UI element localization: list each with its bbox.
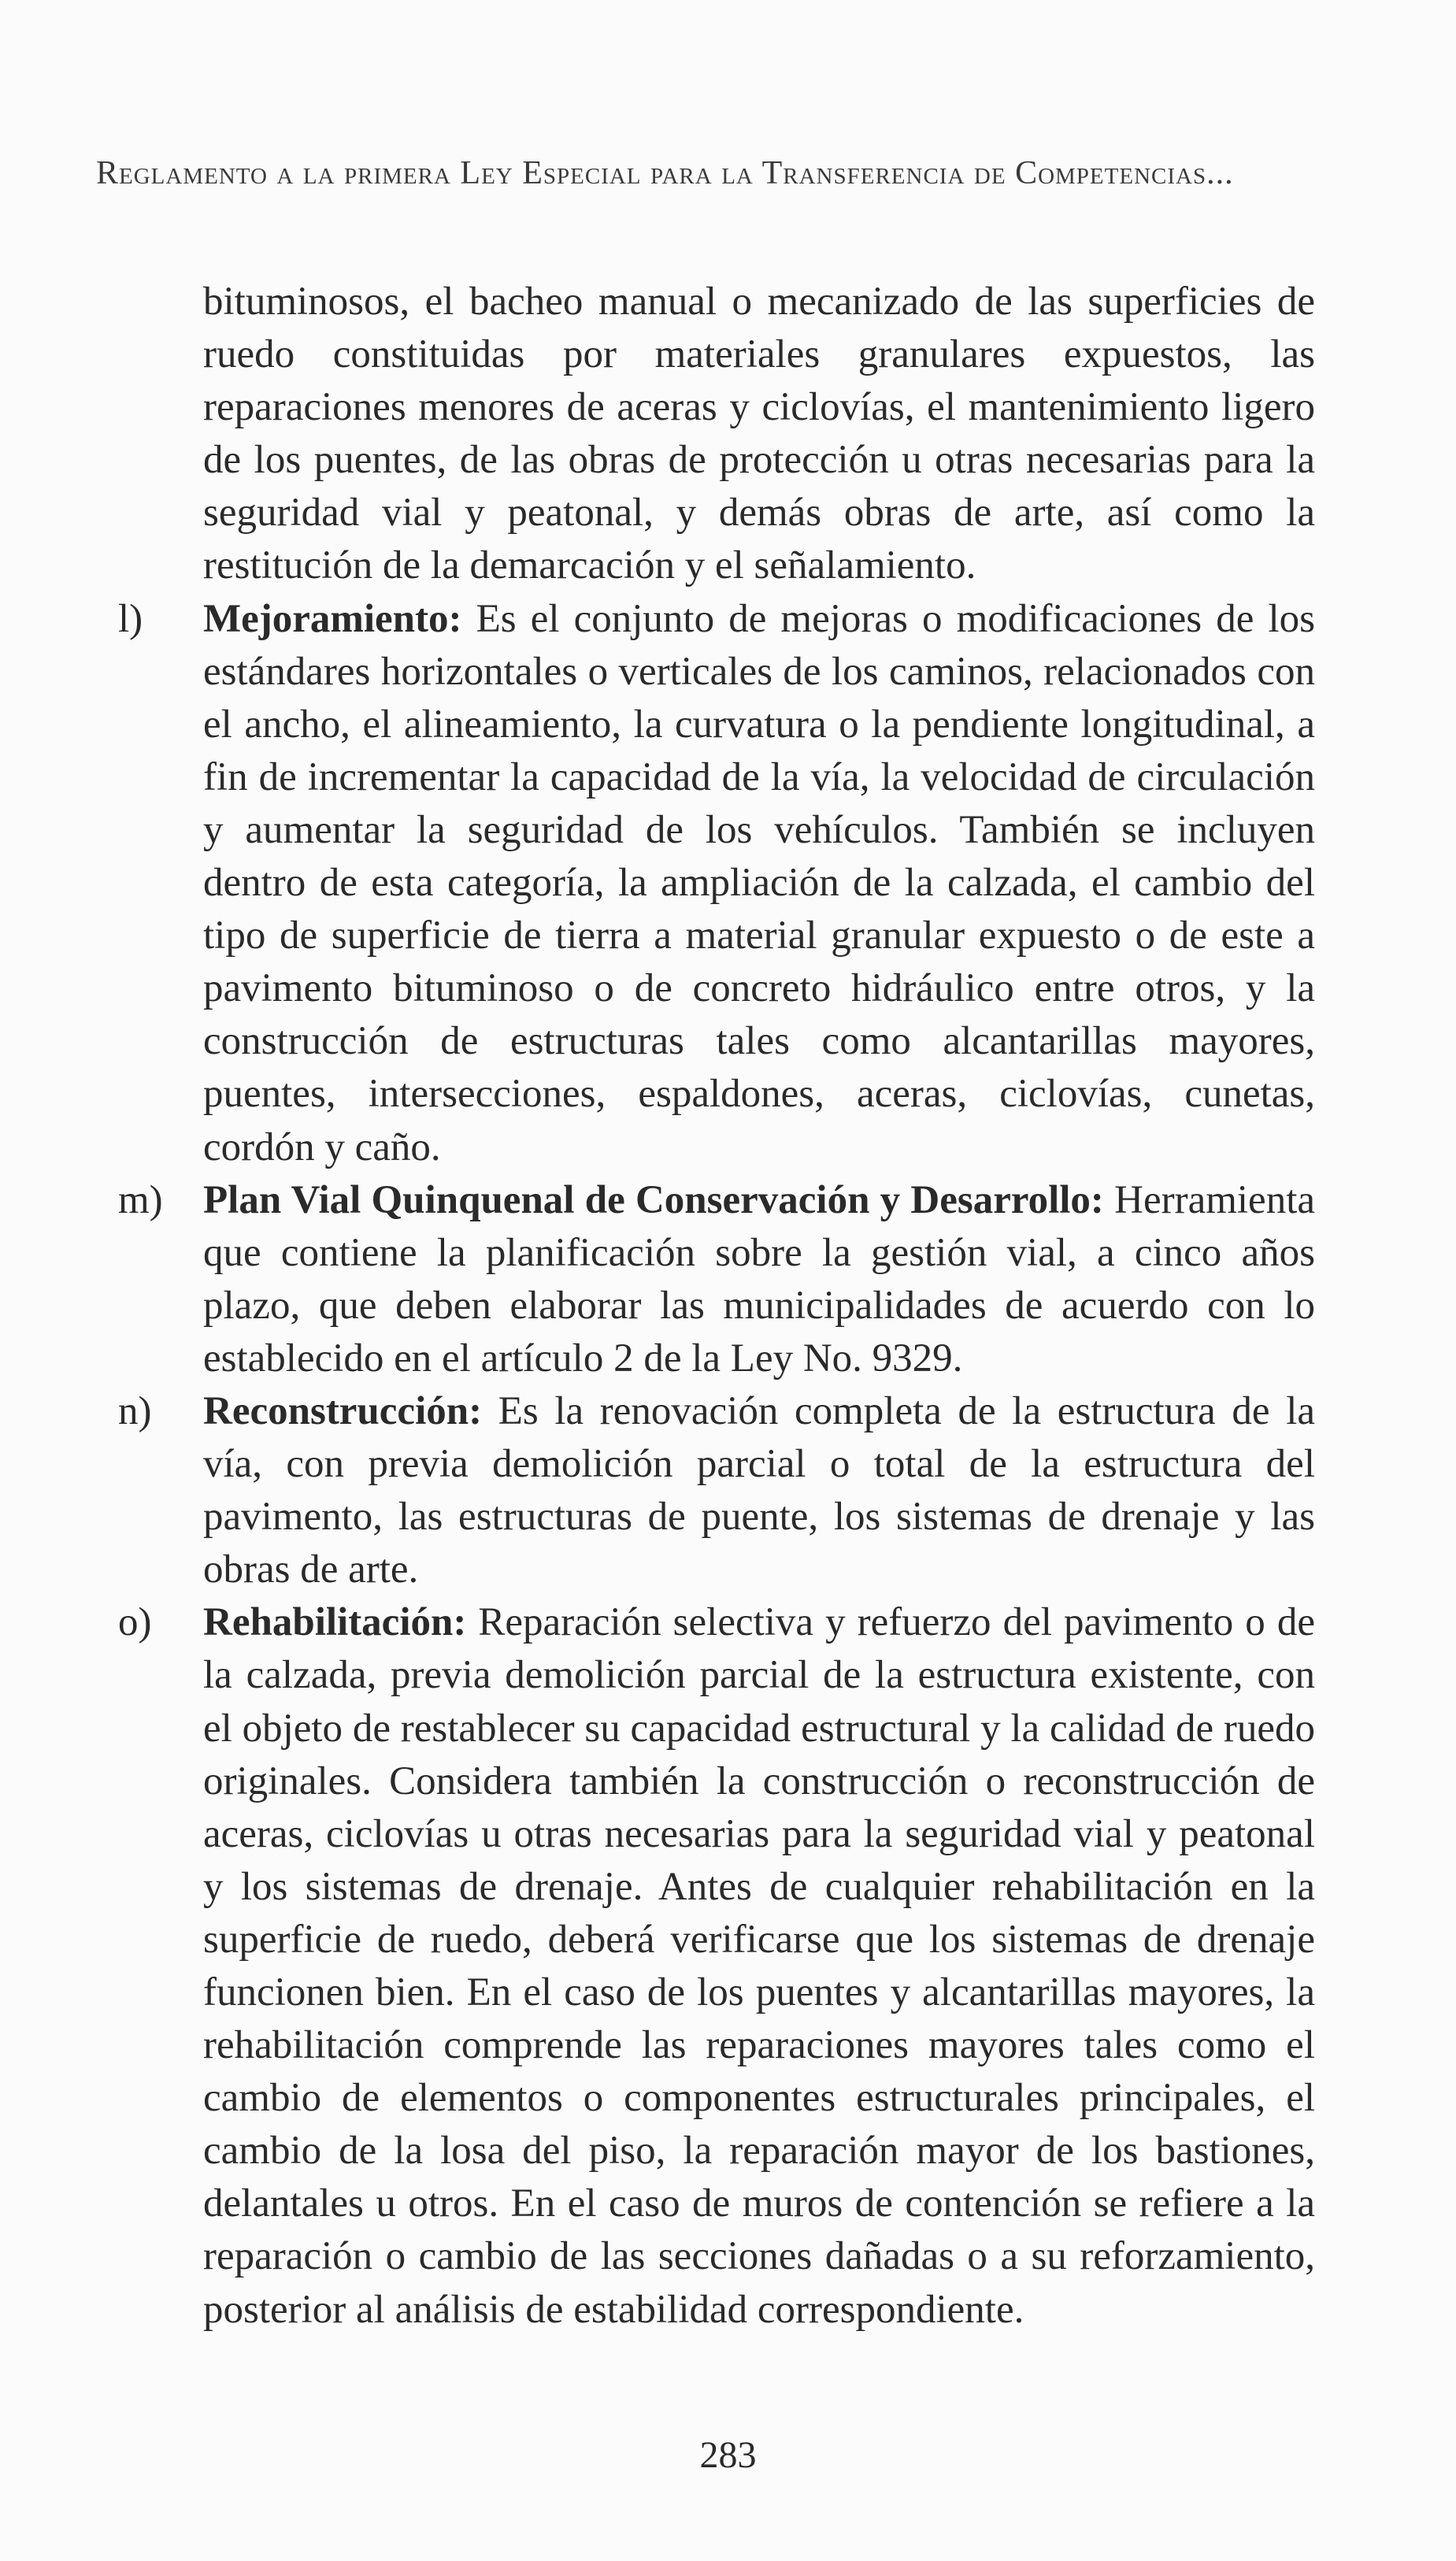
item-body <box>203 593 1315 1174</box>
item-marker: n) <box>118 1388 152 1433</box>
item-text: Es el conjunto de mejoras o modificaciones de los estándares horizontales o verticales de los caminos, relacionados con el ancho, el alineamiento, la curvatura o la pendiente longitudinal, a fin de incrementar la capacidad de la vía, la velocidad de circulación y aumentar la seguridad de los vehículos. También se incluyen dentro de esta categoría, la ampliación de la calzada, el cambio del tipo de superficie de tierra a material granular expuesto o de este a pavimento bituminoso o de concreto hidráulico entre otros, y la construcción de estructuras tales como alcantarillas mayores, puentes, intersecciones, espaldones, aceras, ciclovías, cunetas, cordón y caño. <box>203 596 1315 1169</box>
running-header: Reglamento a la primera Ley Especial para la Transferencia de Competencias... <box>96 155 1234 191</box>
item-term: Rehabilitación: <box>203 1600 467 1645</box>
item-text: Reparación selectiva y refuerzo del pavimento o de la calzada, previa demolición parcial de la estructura existente, con el objeto de restablecer su capacidad estructural y la calidad de ruedo originales. Considera también la construcción o reconstrucción de aceras, ciclovías u otras necesarias para la seguridad vial y peatonal y los sistemas de drenaje. Antes de cualquier rehabilitación en la superficie de ruedo, deberá verificarse que los sistemas de drenaje funcionen bien. En el caso de los puentes y alcantarillas mayores, la rehabilitación comprende las reparaciones mayores tales como el cambio de elementos o componentes estructurales principales, el cambio de la losa del piso, la reparación mayor de los bastiones, delantales u otros. En el caso de muros de contención se refiere a la reparación o cambio de las secciones dañadas o a su reforzamiento, posterior al análisis de estabilidad correspondiente. <box>203 1600 1315 2332</box>
definition-item-m <box>118 1174 1315 1385</box>
item-body <box>203 1174 1315 1385</box>
item-body <box>203 1385 1315 1596</box>
item-body <box>203 1596 1315 2336</box>
item-term: Reconstrucción: <box>203 1388 483 1433</box>
item-term: Plan Vial Quinquenal de Conservación y Desarrollo: <box>203 1177 1104 1222</box>
definition-item-l <box>118 593 1315 1174</box>
item-marker: m) <box>118 1177 163 1222</box>
item-marker: o) <box>118 1600 152 1645</box>
continuation-paragraph: bituminosos, el bacheo manual o mecanizado de las superficies de ruedo constituidas por materiales granulares expuestos, las reparaciones menores de aceras y ciclovías, el mantenimiento ligero de los puentes, de las obras de protección u otras necesarias para la seguridad vial y peatonal, y demás obras de arte, así como la restitución de la demarcación y el señalamiento. <box>203 280 1315 588</box>
item-marker: l) <box>118 596 143 641</box>
item-text: Herramienta que contiene la planificación sobre la gestión vial, a cinco años plazo, que deben elaborar las municipalidades de acuerdo con lo establecido en el artículo 2 de la Ley No. 9329. <box>203 1177 1315 1381</box>
page-number: 283 <box>699 2434 757 2476</box>
definition-item-n <box>118 1385 1315 1596</box>
item-term: Mejoramiento: <box>203 596 462 641</box>
definition-item-o <box>118 1596 1315 2336</box>
body-text <box>118 276 1315 2337</box>
item-text: Es la renovación completa de la estructura de la vía, con previa demolición parcial o total de la estructura del pavimento, las estructuras de puente, los sistemas de drenaje y las obras de arte. <box>203 1388 1315 1592</box>
